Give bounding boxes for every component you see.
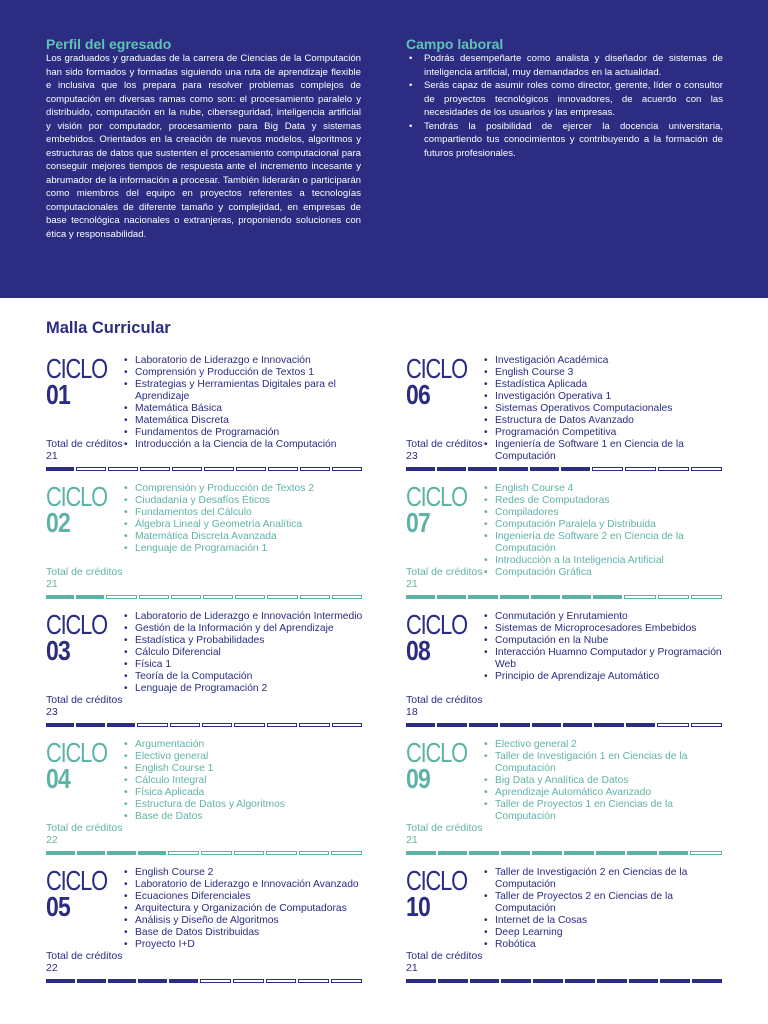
progress-bar: [46, 723, 362, 729]
progress-segment-empty: [106, 595, 136, 599]
progress-segment-empty: [625, 467, 656, 471]
progress-segment-empty: [332, 467, 362, 471]
course-item: • Laboratorio de Liderazgo e Innovación: [124, 355, 364, 367]
progress-segment-filled: [138, 851, 167, 855]
ciclo-block-03: [46, 611, 362, 737]
progress-segment-empty: [268, 467, 298, 471]
progress-segment-filled: [107, 723, 135, 727]
progress-segment-filled: [501, 851, 531, 855]
progress-segment-filled: [108, 979, 137, 983]
course-item: • Internet de la Cosas: [484, 915, 724, 927]
progress-segment-filled: [46, 851, 75, 855]
course-list: [484, 355, 724, 463]
course-item: • Lenguaje de Programación 1: [124, 543, 364, 555]
progress-segment-empty: [332, 595, 362, 599]
progress-bar: [46, 979, 362, 985]
progress-segment-filled: [406, 851, 436, 855]
course-item: • Electivo general 2: [484, 739, 724, 751]
course-item: • Investigación Operativa 1: [484, 391, 724, 403]
course-item: • Estructura de Datos Avanzado: [484, 415, 724, 427]
progress-segment-empty: [691, 467, 722, 471]
ciclo-number: 10: [406, 891, 430, 922]
course-item: • Lenguaje de Programación 2: [124, 683, 364, 695]
progress-segment-filled: [46, 467, 74, 471]
course-item: • Ecuaciones Diferenciales: [124, 891, 364, 903]
progress-segment-filled: [500, 595, 529, 599]
progress-segment-filled: [437, 467, 466, 471]
progress-segment-filled: [565, 979, 595, 983]
progress-segment-empty: [168, 851, 199, 855]
course-item: • Compiladores: [484, 507, 724, 519]
progress-segment-empty: [204, 467, 234, 471]
progress-segment-filled: [437, 723, 466, 727]
progress-segment-empty: [331, 851, 362, 855]
progress-segment-empty: [236, 467, 266, 471]
progress-segment-filled: [469, 851, 499, 855]
progress-segment-empty: [690, 851, 722, 855]
course-item: • Aprendizaje Automático Avanzado: [484, 787, 724, 799]
progress-segment-empty: [170, 723, 200, 727]
course-list: [484, 739, 724, 823]
course-item: • Redes de Computadoras: [484, 495, 724, 507]
progress-segment-filled: [46, 723, 74, 727]
progress-segment-filled: [438, 851, 468, 855]
course-item: • Proyecto I+D: [124, 939, 364, 951]
progress-segment-filled: [501, 979, 531, 983]
progress-segment-filled: [138, 979, 167, 983]
course-item: • Introducción a la Inteligencia Artificial: [484, 555, 724, 567]
course-item: • Computación Paralela y Distribuida: [484, 519, 724, 531]
progress-segment-filled: [500, 723, 529, 727]
progress-segment-filled: [76, 723, 104, 727]
ciclo-label: CICLO: [46, 609, 107, 640]
progress-segment-filled: [438, 979, 468, 983]
course-list: [484, 867, 724, 951]
course-item: • Ciudadanía y Desafíos Éticos: [124, 495, 364, 507]
campo-item: • Serás capaz de asumir roles como director, gerente, líder o consultor de proyectos tecnológicos innovadores, de acuerdo con las necesidades de los usuarios y las empresas.: [406, 79, 723, 120]
progress-bar: [46, 595, 362, 601]
ciclo-credits: Total de créditos 18: [406, 694, 483, 718]
course-item: • Teoría de la Computación: [124, 671, 364, 683]
progress-segment-empty: [234, 723, 264, 727]
progress-segment-filled: [470, 979, 500, 983]
progress-segment-filled: [77, 979, 106, 983]
course-list: [484, 611, 724, 683]
progress-segment-empty: [691, 595, 722, 599]
course-item: • Fundamentos de Programación: [124, 427, 364, 439]
ciclo-block-09: [406, 739, 722, 865]
ciclo-label: CICLO: [406, 737, 467, 768]
ciclo-block-06: [406, 355, 722, 481]
course-item: • Sistemas Operativos Computacionales: [484, 403, 724, 415]
ciclo-block-04: [46, 739, 362, 865]
course-item: • Taller de Investigación 1 en Ciencias de la Computación: [484, 751, 724, 775]
course-item: • Laboratorio de Liderazgo e Innovación Intermedio: [124, 611, 364, 623]
progress-segment-filled: [469, 723, 498, 727]
ciclo-label: CICLO: [46, 865, 107, 896]
perfil-title: Perfil del egresado: [46, 36, 172, 52]
course-item: • Álgebra Lineal y Geometría Analítica: [124, 519, 364, 531]
progress-segment-empty: [658, 467, 689, 471]
ciclo-label: CICLO: [406, 481, 467, 512]
ciclo-label: CICLO: [406, 865, 467, 896]
progress-bar: [46, 851, 362, 857]
ciclo-credits: Total de créditos 23: [46, 694, 123, 718]
course-item: • Taller de Proyectos 1 en Ciencias de la Computación: [484, 799, 724, 823]
course-item: • Fundamentos del Cálculo: [124, 507, 364, 519]
ciclo-number: 06: [406, 379, 430, 410]
course-item: • Sistemas de Microprocesadores Embebidos: [484, 623, 724, 635]
course-item: • Cálculo Integral: [124, 775, 364, 787]
progress-segment-empty: [624, 595, 655, 599]
progress-segment-empty: [203, 595, 233, 599]
course-item: • Estadística y Probabilidades: [124, 635, 364, 647]
course-item: • Laboratorio de Liderazgo e Innovación Avanzado: [124, 879, 364, 891]
ciclo-label: CICLO: [46, 353, 107, 384]
course-item: • English Course 3: [484, 367, 724, 379]
progress-segment-filled: [564, 851, 594, 855]
course-item: • Deep Learning: [484, 927, 724, 939]
course-item: • Análisis y Diseño de Algoritmos: [124, 915, 364, 927]
progress-segment-filled: [597, 979, 627, 983]
ciclo-block-01: [46, 355, 362, 481]
course-item: • Conmutación y Enrutamiento: [484, 611, 724, 623]
progress-segment-filled: [533, 979, 563, 983]
progress-segment-filled: [660, 979, 690, 983]
course-item: • Taller de Proyectos 2 en Ciencias de la Computación: [484, 891, 724, 915]
progress-segment-filled: [406, 595, 435, 599]
course-item: • Argumentación: [124, 739, 364, 751]
ciclo-credits: Total de créditos 21: [46, 438, 123, 462]
progress-segment-filled: [468, 595, 497, 599]
progress-segment-empty: [298, 979, 329, 983]
course-item: • English Course 4: [484, 483, 724, 495]
ciclo-block-05: [46, 867, 362, 993]
progress-segment-empty: [657, 723, 688, 727]
ciclo-label: CICLO: [406, 353, 467, 384]
course-item: • English Course 2: [124, 867, 364, 879]
course-item: • Gestión de la Información y del Aprendizaje: [124, 623, 364, 635]
course-item: • Base de Datos Distribuidas: [124, 927, 364, 939]
progress-segment-filled: [692, 979, 722, 983]
ciclo-credits: Total de créditos 21: [406, 822, 483, 846]
ciclo-block-08: [406, 611, 722, 737]
ciclo-number: 07: [406, 507, 430, 538]
course-item: • Robótica: [484, 939, 724, 951]
ciclo-block-07: [406, 483, 722, 609]
progress-segment-empty: [235, 595, 265, 599]
campo-title: Campo laboral: [406, 36, 504, 52]
progress-segment-empty: [267, 723, 297, 727]
progress-segment-filled: [46, 979, 75, 983]
progress-segment-empty: [76, 467, 106, 471]
course-item: • Estadística Aplicada: [484, 379, 724, 391]
progress-segment-filled: [46, 595, 74, 599]
course-item: • Arquitectura y Organización de Computadoras: [124, 903, 364, 915]
progress-segment-filled: [406, 467, 435, 471]
progress-bar: [406, 851, 722, 857]
campo-item: • Podrás desempeñarte como analista y diseñador de sistemas de inteligencia artificial, muy demandados en la actualidad.: [406, 52, 723, 79]
ciclo-label: CICLO: [406, 609, 467, 640]
progress-segment-filled: [627, 851, 657, 855]
course-item: • Interacción Huamno Computador y Programación Web: [484, 647, 724, 671]
ciclo-credits: Total de créditos 22: [46, 822, 123, 846]
ciclo-credits: Total de créditos 21: [46, 566, 123, 590]
progress-segment-filled: [561, 467, 590, 471]
progress-segment-filled: [406, 723, 435, 727]
progress-segment-empty: [171, 595, 201, 599]
course-item: • Taller de Investigación 2 en Ciencias de la Computación: [484, 867, 724, 891]
course-list: [484, 483, 724, 579]
progress-segment-empty: [592, 467, 623, 471]
course-item: • Matemática Discreta Avanzada: [124, 531, 364, 543]
progress-segment-empty: [233, 979, 264, 983]
ciclo-credits: Total de créditos 23: [406, 438, 483, 462]
progress-bar: [46, 467, 362, 473]
progress-segment-empty: [200, 979, 231, 983]
progress-segment-filled: [659, 851, 689, 855]
course-item: • Computación Gráfica: [484, 567, 724, 579]
progress-segment-empty: [172, 467, 202, 471]
progress-segment-empty: [266, 979, 297, 983]
progress-segment-filled: [563, 723, 592, 727]
progress-segment-empty: [140, 467, 170, 471]
progress-segment-filled: [406, 979, 436, 983]
course-item: • Estructura de Datos y Algoritmos: [124, 799, 364, 811]
course-item: • English Course 1: [124, 763, 364, 775]
progress-segment-filled: [562, 595, 591, 599]
progress-segment-empty: [300, 467, 330, 471]
ciclo-block-02: [46, 483, 362, 609]
course-item: • Investigación Académica: [484, 355, 724, 367]
course-item: • Cálculo Diferencial: [124, 647, 364, 659]
campo-list: [406, 52, 723, 160]
progress-segment-empty: [691, 723, 722, 727]
progress-segment-empty: [331, 979, 362, 983]
progress-segment-filled: [532, 723, 561, 727]
ciclo-number: 09: [406, 763, 430, 794]
course-list: [124, 483, 364, 555]
course-item: • Comprensión y Producción de Textos 1: [124, 367, 364, 379]
progress-bar: [406, 979, 722, 985]
progress-bar: [406, 723, 722, 729]
progress-segment-empty: [108, 467, 138, 471]
course-list: [124, 611, 364, 695]
progress-segment-filled: [77, 851, 106, 855]
ciclo-credits: Total de créditos 22: [46, 950, 123, 974]
progress-segment-empty: [234, 851, 265, 855]
progress-segment-filled: [594, 723, 623, 727]
progress-segment-empty: [201, 851, 232, 855]
course-item: • Programación Competitiva: [484, 427, 724, 439]
progress-segment-filled: [596, 851, 626, 855]
course-item: • Matemática Básica: [124, 403, 364, 415]
ciclo-label: CICLO: [46, 737, 107, 768]
progress-segment-filled: [76, 595, 104, 599]
perfil-text: Los graduados y graduadas de la carrera de Ciencias de la Computación han sido formados y formadas siguiendo una ruta de aprendizaje flexible e inclusiva que los prepara para resolver problemas complejos de computación en diversas ramas como son: el procesamiento paralelo y distribuido, computación en la nube, ciberseguridad, inteligencia artificial y visión por computador, procesamiento para Big Data y sistemas embebidos. Orientados en la creación de nuevos modelos, algoritmos y estructuras de datos que sustenten el procesamiento computacional para conseguir mejores tiempos de respuesta ante el incremento incesante y abrumador de la información a procesar. También liderarán o participarán como miembros del equipo en proyectos referentes a tecnologías computacionales de diferente tamaño y complejidad, en empresas de base tecnológica nacionales o extranjeras, proponiendo soluciones con ética y responsabilidad.: [46, 53, 361, 240]
progress-segment-filled: [593, 595, 622, 599]
ciclo-number: 05: [46, 891, 70, 922]
ciclo-number: 01: [46, 379, 70, 410]
progress-segment-empty: [300, 595, 330, 599]
course-item: • Ingeniería de Software 2 en Ciencia de la Computación: [484, 531, 724, 555]
course-item: • Matemática Discreta: [124, 415, 364, 427]
progress-segment-empty: [266, 851, 297, 855]
course-list: [124, 867, 364, 951]
ciclo-credits: Total de créditos 21: [406, 950, 483, 974]
course-item: • Física Aplicada: [124, 787, 364, 799]
course-item: • Electivo general: [124, 751, 364, 763]
progress-bar: [406, 467, 722, 473]
progress-segment-empty: [658, 595, 689, 599]
ciclo-label: CICLO: [46, 481, 107, 512]
progress-segment-filled: [531, 595, 560, 599]
progress-segment-filled: [169, 979, 198, 983]
course-item: • Principio de Aprendizaje Automático: [484, 671, 724, 683]
ciclo-number: 02: [46, 507, 70, 538]
malla-title: Malla Curricular: [46, 319, 171, 337]
course-item: • Estrategias y Herramientas Digitales para el Aprendizaje: [124, 379, 364, 403]
course-item: • Introducción a la Ciencia de la Computación: [124, 439, 364, 451]
progress-segment-empty: [137, 723, 167, 727]
progress-segment-filled: [107, 851, 136, 855]
course-item: • Física 1: [124, 659, 364, 671]
ciclo-number: 04: [46, 763, 70, 794]
course-item: • Computación en la Nube: [484, 635, 724, 647]
course-item: • Comprensión y Producción de Textos 2: [124, 483, 364, 495]
progress-segment-filled: [532, 851, 562, 855]
progress-segment-empty: [299, 851, 330, 855]
progress-segment-filled: [530, 467, 559, 471]
progress-segment-empty: [139, 595, 169, 599]
progress-segment-empty: [299, 723, 329, 727]
course-item: • Ingeniería de Software 1 en Ciencia de la Computación: [484, 439, 724, 463]
progress-segment-filled: [468, 467, 497, 471]
campo-item: • Tendrás la posibilidad de ejercer la docencia universitaria, compartiendo tus conocimientos y contribuyendo a la formación de futuros profesionales.: [406, 120, 723, 161]
progress-segment-filled: [626, 723, 655, 727]
course-item: • Big Data y Analítica de Datos: [484, 775, 724, 787]
progress-segment-filled: [629, 979, 659, 983]
progress-segment-empty: [202, 723, 232, 727]
ciclo-number: 03: [46, 635, 70, 666]
header-panel: [0, 0, 768, 298]
progress-segment-empty: [332, 723, 362, 727]
progress-segment-filled: [437, 595, 466, 599]
progress-segment-empty: [267, 595, 297, 599]
course-item: • Base de Datos: [124, 811, 364, 823]
ciclo-credits: Total de créditos 21: [406, 566, 483, 590]
course-list: [124, 355, 364, 451]
ciclo-number: 08: [406, 635, 430, 666]
progress-bar: [406, 595, 722, 601]
progress-segment-filled: [499, 467, 528, 471]
ciclo-block-10: [406, 867, 722, 993]
course-list: [124, 739, 364, 823]
